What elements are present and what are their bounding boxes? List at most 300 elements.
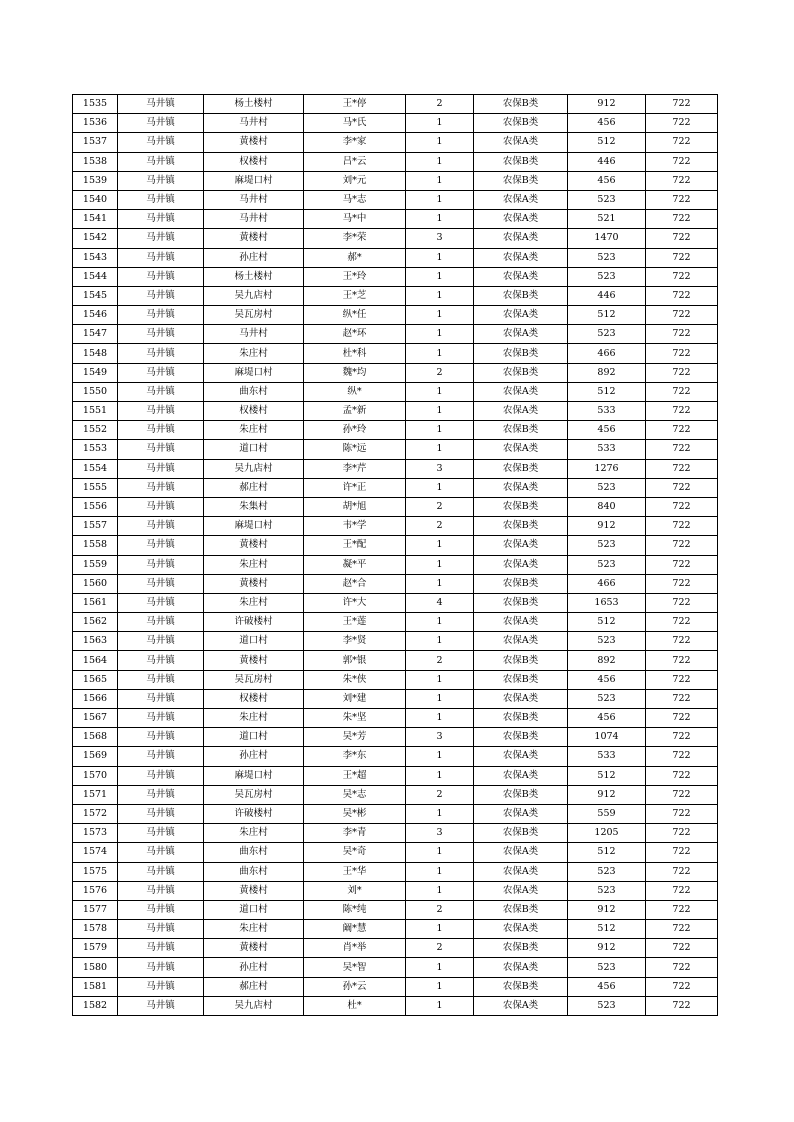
category-cell: 农保A类 <box>474 229 568 248</box>
table-row <box>73 306 718 325</box>
amount-cell: 1653 <box>568 593 646 612</box>
household-size-cell: 1 <box>406 670 474 689</box>
town-cell: 马井镇 <box>118 920 204 939</box>
serial-cell: 1553 <box>73 440 118 459</box>
table-row <box>73 555 718 574</box>
village-cell: 孙庄村 <box>204 958 304 977</box>
serial-cell: 1569 <box>73 747 118 766</box>
town-cell: 马井镇 <box>118 747 204 766</box>
amount-cell: 521 <box>568 210 646 229</box>
town-cell: 马井镇 <box>118 536 204 555</box>
category-cell: 农保A类 <box>474 632 568 651</box>
amount-cell: 523 <box>568 325 646 344</box>
serial-cell: 1550 <box>73 382 118 401</box>
household-size-cell: 1 <box>406 920 474 939</box>
name-cell: 刘*元 <box>304 171 406 190</box>
name-cell: 李*青 <box>304 824 406 843</box>
code-cell: 722 <box>646 190 718 209</box>
name-cell: 刘* <box>304 881 406 900</box>
table-row <box>73 402 718 421</box>
code-cell: 722 <box>646 133 718 152</box>
category-cell: 农保B类 <box>474 152 568 171</box>
household-size-cell: 1 <box>406 632 474 651</box>
village-cell: 马井村 <box>204 114 304 133</box>
category-cell: 农保B类 <box>474 421 568 440</box>
town-cell: 马井镇 <box>118 824 204 843</box>
village-cell: 朱庄村 <box>204 344 304 363</box>
category-cell: 农保A类 <box>474 306 568 325</box>
name-cell: 王*莲 <box>304 613 406 632</box>
category-cell: 农保B类 <box>474 709 568 728</box>
village-cell: 孙庄村 <box>204 248 304 267</box>
town-cell: 马井镇 <box>118 670 204 689</box>
town-cell: 马井镇 <box>118 306 204 325</box>
village-cell: 道口村 <box>204 900 304 919</box>
category-cell: 农保A类 <box>474 190 568 209</box>
category-cell: 农保B类 <box>474 114 568 133</box>
town-cell: 马井镇 <box>118 248 204 267</box>
name-cell: 纵* <box>304 382 406 401</box>
household-size-cell: 1 <box>406 555 474 574</box>
table-row <box>73 593 718 612</box>
table-row <box>73 632 718 651</box>
village-cell: 黄楼村 <box>204 651 304 670</box>
code-cell: 722 <box>646 229 718 248</box>
code-cell: 722 <box>646 785 718 804</box>
code-cell: 722 <box>646 766 718 785</box>
serial-cell: 1572 <box>73 804 118 823</box>
town-cell: 马井镇 <box>118 459 204 478</box>
amount-cell: 533 <box>568 402 646 421</box>
table-row <box>73 939 718 958</box>
code-cell: 722 <box>646 996 718 1015</box>
town-cell: 马井镇 <box>118 325 204 344</box>
name-cell: 李*东 <box>304 747 406 766</box>
household-size-cell: 2 <box>406 651 474 670</box>
serial-cell: 1549 <box>73 363 118 382</box>
village-cell: 麻堤口村 <box>204 363 304 382</box>
serial-cell: 1580 <box>73 958 118 977</box>
town-cell: 马井镇 <box>118 286 204 305</box>
name-cell: 孟*新 <box>304 402 406 421</box>
table-row <box>73 613 718 632</box>
town-cell: 马井镇 <box>118 517 204 536</box>
town-cell: 马井镇 <box>118 402 204 421</box>
name-cell: 许*正 <box>304 478 406 497</box>
category-cell: 农保A类 <box>474 536 568 555</box>
name-cell: 纵*任 <box>304 306 406 325</box>
serial-cell: 1557 <box>73 517 118 536</box>
name-cell: 赵*环 <box>304 325 406 344</box>
village-cell: 曲东村 <box>204 843 304 862</box>
serial-cell: 1564 <box>73 651 118 670</box>
household-size-cell: 1 <box>406 862 474 881</box>
code-cell: 722 <box>646 267 718 286</box>
name-cell: 朱*侠 <box>304 670 406 689</box>
town-cell: 马井镇 <box>118 133 204 152</box>
category-cell: 农保B类 <box>474 651 568 670</box>
category-cell: 农保B类 <box>474 171 568 190</box>
town-cell: 马井镇 <box>118 728 204 747</box>
town-cell: 马井镇 <box>118 593 204 612</box>
code-cell: 722 <box>646 517 718 536</box>
village-cell: 麻堤口村 <box>204 766 304 785</box>
code-cell: 722 <box>646 843 718 862</box>
amount-cell: 512 <box>568 613 646 632</box>
table-row <box>73 900 718 919</box>
code-cell: 722 <box>646 862 718 881</box>
village-cell: 黄楼村 <box>204 536 304 555</box>
table-row <box>73 152 718 171</box>
household-size-cell: 1 <box>406 689 474 708</box>
household-size-cell: 1 <box>406 440 474 459</box>
town-cell: 马井镇 <box>118 804 204 823</box>
household-size-cell: 1 <box>406 114 474 133</box>
serial-cell: 1537 <box>73 133 118 152</box>
table-row <box>73 689 718 708</box>
household-size-cell: 1 <box>406 248 474 267</box>
category-cell: 农保A类 <box>474 843 568 862</box>
name-cell: 吴*奇 <box>304 843 406 862</box>
serial-cell: 1547 <box>73 325 118 344</box>
table-row <box>73 344 718 363</box>
category-cell: 农保A类 <box>474 133 568 152</box>
table-row <box>73 766 718 785</box>
table-row <box>73 440 718 459</box>
household-size-cell: 1 <box>406 190 474 209</box>
name-cell: 王*停 <box>304 95 406 114</box>
amount-cell: 559 <box>568 804 646 823</box>
serial-cell: 1548 <box>73 344 118 363</box>
category-cell: 农保B类 <box>474 95 568 114</box>
amount-cell: 1276 <box>568 459 646 478</box>
village-cell: 道口村 <box>204 440 304 459</box>
town-cell: 马井镇 <box>118 651 204 670</box>
village-cell: 黄楼村 <box>204 574 304 593</box>
table-row <box>73 881 718 900</box>
serial-cell: 1574 <box>73 843 118 862</box>
town-cell: 马井镇 <box>118 881 204 900</box>
serial-cell: 1536 <box>73 114 118 133</box>
code-cell: 722 <box>646 651 718 670</box>
serial-cell: 1552 <box>73 421 118 440</box>
category-cell: 农保B类 <box>474 459 568 478</box>
village-cell: 朱庄村 <box>204 824 304 843</box>
name-cell: 王*华 <box>304 862 406 881</box>
town-cell: 马井镇 <box>118 95 204 114</box>
village-cell: 麻堤口村 <box>204 517 304 536</box>
name-cell: 杜*科 <box>304 344 406 363</box>
amount-cell: 1470 <box>568 229 646 248</box>
serial-cell: 1576 <box>73 881 118 900</box>
town-cell: 马井镇 <box>118 996 204 1015</box>
amount-cell: 523 <box>568 478 646 497</box>
village-cell: 权楼村 <box>204 402 304 421</box>
name-cell: 吴*志 <box>304 785 406 804</box>
category-cell: 农保A类 <box>474 555 568 574</box>
town-cell: 马井镇 <box>118 497 204 516</box>
serial-cell: 1543 <box>73 248 118 267</box>
name-cell: 吴*智 <box>304 958 406 977</box>
category-cell: 农保A类 <box>474 267 568 286</box>
town-cell: 马井镇 <box>118 382 204 401</box>
table-row <box>73 977 718 996</box>
name-cell: 李*芹 <box>304 459 406 478</box>
category-cell: 农保B类 <box>474 286 568 305</box>
serial-cell: 1571 <box>73 785 118 804</box>
category-cell: 农保B类 <box>474 728 568 747</box>
household-size-cell: 1 <box>406 996 474 1015</box>
town-cell: 马井镇 <box>118 171 204 190</box>
serial-cell: 1538 <box>73 152 118 171</box>
code-cell: 722 <box>646 958 718 977</box>
amount-cell: 892 <box>568 363 646 382</box>
village-cell: 吴九店村 <box>204 286 304 305</box>
household-size-cell: 2 <box>406 95 474 114</box>
serial-cell: 1544 <box>73 267 118 286</box>
category-cell: 农保A类 <box>474 478 568 497</box>
serial-cell: 1559 <box>73 555 118 574</box>
category-cell: 农保B类 <box>474 670 568 689</box>
village-cell: 曲东村 <box>204 862 304 881</box>
household-size-cell: 2 <box>406 517 474 536</box>
amount-cell: 1205 <box>568 824 646 843</box>
code-cell: 722 <box>646 497 718 516</box>
village-cell: 权楼村 <box>204 689 304 708</box>
name-cell: 阚*慧 <box>304 920 406 939</box>
category-cell: 农保A类 <box>474 766 568 785</box>
household-size-cell: 1 <box>406 286 474 305</box>
name-cell: 凝*平 <box>304 555 406 574</box>
code-cell: 722 <box>646 210 718 229</box>
name-cell: 刘*建 <box>304 689 406 708</box>
town-cell: 马井镇 <box>118 344 204 363</box>
table-row <box>73 497 718 516</box>
amount-cell: 456 <box>568 977 646 996</box>
name-cell: 孙*玲 <box>304 421 406 440</box>
serial-cell: 1581 <box>73 977 118 996</box>
table-row <box>73 190 718 209</box>
household-size-cell: 1 <box>406 210 474 229</box>
serial-cell: 1570 <box>73 766 118 785</box>
code-cell: 722 <box>646 747 718 766</box>
table-row <box>73 478 718 497</box>
code-cell: 722 <box>646 306 718 325</box>
code-cell: 722 <box>646 440 718 459</box>
household-size-cell: 1 <box>406 402 474 421</box>
serial-cell: 1540 <box>73 190 118 209</box>
code-cell: 722 <box>646 574 718 593</box>
household-size-cell: 1 <box>406 382 474 401</box>
town-cell: 马井镇 <box>118 709 204 728</box>
code-cell: 722 <box>646 152 718 171</box>
code-cell: 722 <box>646 171 718 190</box>
serial-cell: 1546 <box>73 306 118 325</box>
amount-cell: 523 <box>568 555 646 574</box>
village-cell: 曲东村 <box>204 382 304 401</box>
town-cell: 马井镇 <box>118 862 204 881</box>
code-cell: 722 <box>646 536 718 555</box>
category-cell: 农保A类 <box>474 210 568 229</box>
town-cell: 马井镇 <box>118 363 204 382</box>
category-cell: 农保B类 <box>474 939 568 958</box>
name-cell: 许*大 <box>304 593 406 612</box>
village-cell: 孙庄村 <box>204 747 304 766</box>
amount-cell: 466 <box>568 344 646 363</box>
household-size-cell: 1 <box>406 804 474 823</box>
village-cell: 麻堤口村 <box>204 171 304 190</box>
serial-cell: 1554 <box>73 459 118 478</box>
code-cell: 722 <box>646 689 718 708</box>
serial-cell: 1567 <box>73 709 118 728</box>
household-size-cell: 3 <box>406 459 474 478</box>
household-size-cell: 1 <box>406 133 474 152</box>
category-cell: 农保A类 <box>474 689 568 708</box>
household-size-cell: 1 <box>406 267 474 286</box>
serial-cell: 1562 <box>73 613 118 632</box>
table-row <box>73 728 718 747</box>
name-cell: 郭*银 <box>304 651 406 670</box>
name-cell: 马*氏 <box>304 114 406 133</box>
town-cell: 马井镇 <box>118 210 204 229</box>
household-size-cell: 3 <box>406 229 474 248</box>
name-cell: 魏*均 <box>304 363 406 382</box>
village-cell: 马井村 <box>204 190 304 209</box>
household-size-cell: 1 <box>406 421 474 440</box>
village-cell: 许破楼村 <box>204 613 304 632</box>
household-size-cell: 1 <box>406 478 474 497</box>
table-row <box>73 286 718 305</box>
table-row <box>73 171 718 190</box>
category-cell: 农保B类 <box>474 363 568 382</box>
amount-cell: 533 <box>568 747 646 766</box>
table-row <box>73 325 718 344</box>
serial-cell: 1563 <box>73 632 118 651</box>
table-row <box>73 824 718 843</box>
table-row <box>73 382 718 401</box>
roster-body <box>73 95 718 1016</box>
amount-cell: 523 <box>568 248 646 267</box>
name-cell: 马*中 <box>304 210 406 229</box>
household-size-cell: 1 <box>406 843 474 862</box>
town-cell: 马井镇 <box>118 785 204 804</box>
household-size-cell: 2 <box>406 900 474 919</box>
household-size-cell: 3 <box>406 824 474 843</box>
category-cell: 农保B类 <box>474 497 568 516</box>
town-cell: 马井镇 <box>118 421 204 440</box>
amount-cell: 533 <box>568 440 646 459</box>
serial-cell: 1555 <box>73 478 118 497</box>
amount-cell: 523 <box>568 267 646 286</box>
amount-cell: 512 <box>568 843 646 862</box>
household-size-cell: 4 <box>406 593 474 612</box>
table-row <box>73 114 718 133</box>
amount-cell: 512 <box>568 133 646 152</box>
serial-cell: 1545 <box>73 286 118 305</box>
table-row <box>73 459 718 478</box>
name-cell: 吕*云 <box>304 152 406 171</box>
table-row <box>73 747 718 766</box>
table-row <box>73 229 718 248</box>
serial-cell: 1579 <box>73 939 118 958</box>
amount-cell: 523 <box>568 958 646 977</box>
category-cell: 农保A类 <box>474 804 568 823</box>
name-cell: 杜* <box>304 996 406 1015</box>
village-cell: 朱庄村 <box>204 593 304 612</box>
village-cell: 朱庄村 <box>204 421 304 440</box>
village-cell: 朱庄村 <box>204 555 304 574</box>
code-cell: 722 <box>646 402 718 421</box>
amount-cell: 456 <box>568 670 646 689</box>
name-cell: 朱*坚 <box>304 709 406 728</box>
household-size-cell: 1 <box>406 325 474 344</box>
village-cell: 马井村 <box>204 325 304 344</box>
table-row <box>73 210 718 229</box>
code-cell: 722 <box>646 824 718 843</box>
category-cell: 农保A类 <box>474 325 568 344</box>
name-cell: 陈*纯 <box>304 900 406 919</box>
amount-cell: 512 <box>568 920 646 939</box>
amount-cell: 912 <box>568 900 646 919</box>
village-cell: 权楼村 <box>204 152 304 171</box>
serial-cell: 1556 <box>73 497 118 516</box>
name-cell: 李*荣 <box>304 229 406 248</box>
amount-cell: 456 <box>568 709 646 728</box>
amount-cell: 912 <box>568 939 646 958</box>
code-cell: 722 <box>646 728 718 747</box>
name-cell: 王*芝 <box>304 286 406 305</box>
name-cell: 李*贤 <box>304 632 406 651</box>
village-cell: 吴瓦房村 <box>204 670 304 689</box>
village-cell: 黄楼村 <box>204 881 304 900</box>
town-cell: 马井镇 <box>118 440 204 459</box>
town-cell: 马井镇 <box>118 574 204 593</box>
amount-cell: 446 <box>568 152 646 171</box>
household-size-cell: 1 <box>406 747 474 766</box>
amount-cell: 840 <box>568 497 646 516</box>
household-size-cell: 1 <box>406 152 474 171</box>
table-row <box>73 862 718 881</box>
name-cell: 李*家 <box>304 133 406 152</box>
name-cell: 马*志 <box>304 190 406 209</box>
category-cell: 农保A类 <box>474 996 568 1015</box>
code-cell: 722 <box>646 939 718 958</box>
amount-cell: 1074 <box>568 728 646 747</box>
town-cell: 马井镇 <box>118 689 204 708</box>
name-cell: 王*配 <box>304 536 406 555</box>
table-row <box>73 785 718 804</box>
name-cell: 王*玲 <box>304 267 406 286</box>
allowance-roster-table <box>72 94 718 1016</box>
town-cell: 马井镇 <box>118 939 204 958</box>
serial-cell: 1558 <box>73 536 118 555</box>
serial-cell: 1582 <box>73 996 118 1015</box>
household-size-cell: 2 <box>406 939 474 958</box>
village-cell: 杨土楼村 <box>204 267 304 286</box>
code-cell: 722 <box>646 478 718 497</box>
town-cell: 马井镇 <box>118 613 204 632</box>
table-row <box>73 804 718 823</box>
amount-cell: 912 <box>568 517 646 536</box>
town-cell: 马井镇 <box>118 267 204 286</box>
amount-cell: 456 <box>568 114 646 133</box>
name-cell: 王*超 <box>304 766 406 785</box>
table-row <box>73 517 718 536</box>
village-cell: 道口村 <box>204 632 304 651</box>
name-cell: 肖*举 <box>304 939 406 958</box>
category-cell: 农保B类 <box>474 785 568 804</box>
code-cell: 722 <box>646 248 718 267</box>
